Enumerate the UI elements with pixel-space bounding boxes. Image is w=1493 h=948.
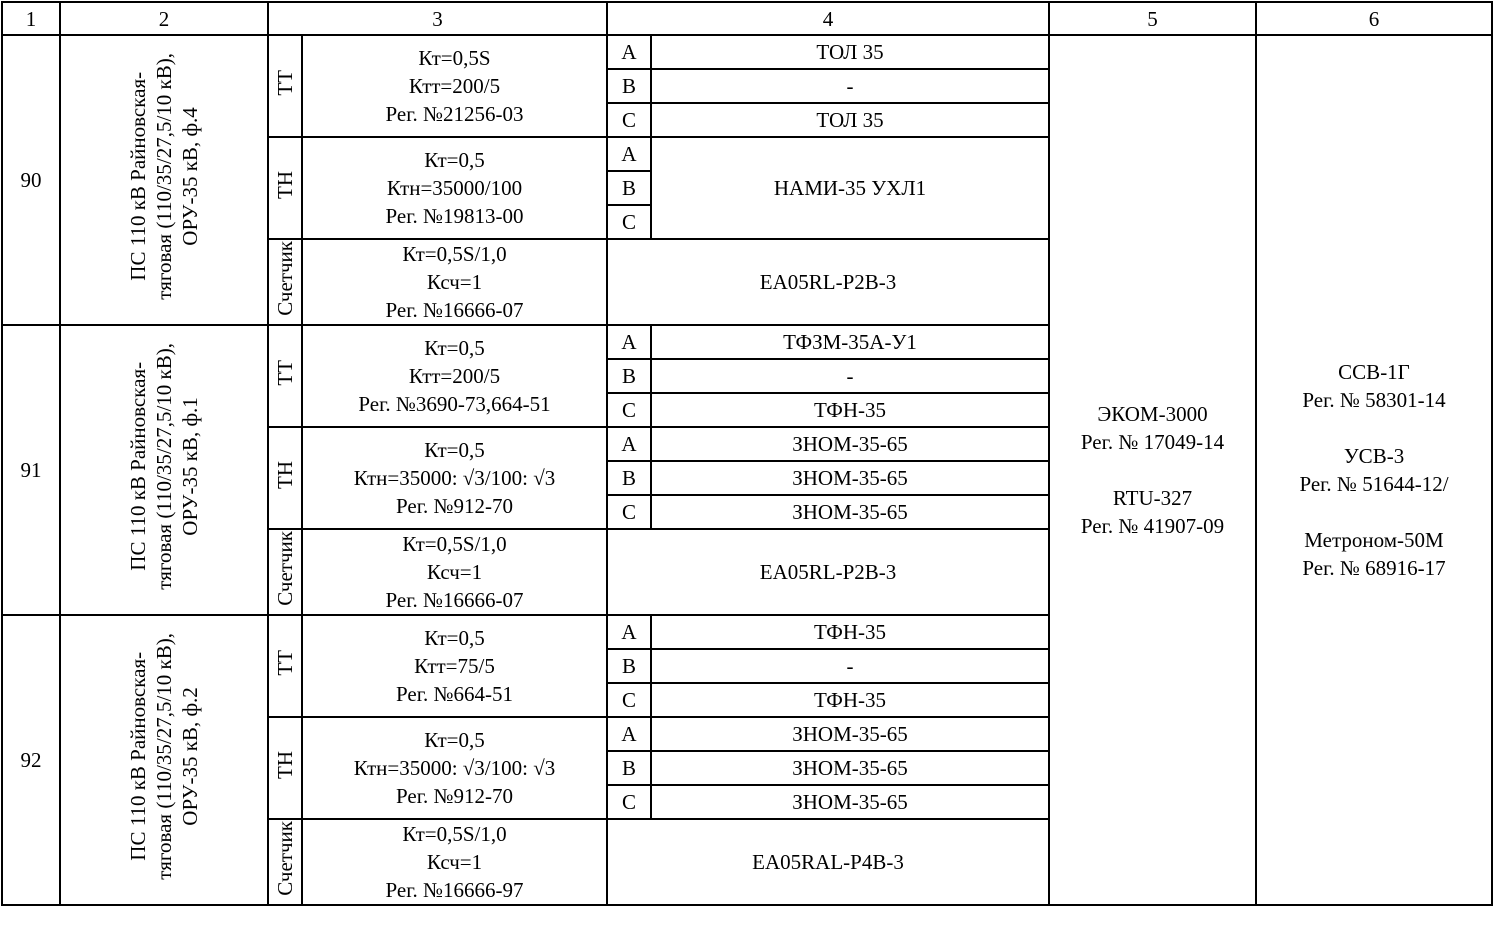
substation-name-text <box>125 343 203 590</box>
time-sync-line: Рег. № 51644-12/ <box>1299 472 1449 496</box>
substation-name-line: ОРУ-35 кВ, ф.2 <box>178 687 202 826</box>
tn-spec-line: Рег. №19813-00 <box>385 204 524 228</box>
tn-type: ЗНОМ-35-65 <box>651 495 1049 529</box>
tt-label-text: ТТ <box>273 69 297 96</box>
tt-label-text: ТТ <box>273 649 297 676</box>
phase-label: А <box>607 717 651 751</box>
phase-label: В <box>607 649 651 683</box>
tt-label <box>268 35 302 137</box>
tn-label-text: ТН <box>273 750 297 779</box>
header-cell: 6 <box>1256 2 1492 35</box>
controller-cell <box>1049 35 1256 905</box>
tn-spec-line: Рег. №912-70 <box>396 784 513 808</box>
meter-specs <box>302 819 607 905</box>
controller-line: RTU-327 <box>1112 486 1193 510</box>
tt-type: - <box>651 359 1049 393</box>
phase-label: С <box>607 103 651 137</box>
substation-name <box>60 35 268 325</box>
time-sync-line: УСВ-3 <box>1343 444 1405 468</box>
tn-type: НАМИ-35 УХЛ1 <box>651 137 1049 239</box>
phase-label: В <box>607 359 651 393</box>
meter-spec-line: Кт=0,5S/1,0 <box>402 532 507 556</box>
tn-label <box>268 427 302 529</box>
meter-spec-line: Ксч=1 <box>426 560 483 584</box>
tt-label <box>268 615 302 717</box>
tt-spec-line: Ктт=75/5 <box>414 654 495 678</box>
meter-label-text: Счетчик <box>273 821 297 896</box>
substation-name-text <box>125 633 203 880</box>
substation-name-line: ОРУ-35 кВ, ф.1 <box>178 397 202 536</box>
meter-label <box>268 819 302 905</box>
phase-label: А <box>607 325 651 359</box>
meter-spec-line: Рег. №16666-97 <box>385 878 524 902</box>
substation-name <box>60 615 268 905</box>
tt-specs <box>302 615 607 717</box>
tn-type: ЗНОМ-35-65 <box>651 461 1049 495</box>
phase-label: В <box>607 69 651 103</box>
tn-spec-line: Рег. №912-70 <box>396 494 513 518</box>
row-number: 92 <box>2 615 60 905</box>
tt-spec-line: Кт=0,5 <box>424 336 485 360</box>
meter-specs <box>302 239 607 325</box>
controller-line: Рег. № 41907-09 <box>1080 514 1225 538</box>
meter-spec-line: Рег. №16666-07 <box>385 588 524 612</box>
tt-type: ТФЗМ-35А-У1 <box>651 325 1049 359</box>
tt-spec-line: Кт=0,5S <box>418 46 491 70</box>
tt-label-text: ТТ <box>273 359 297 386</box>
header-cell: 2 <box>60 2 268 35</box>
phase-label: С <box>607 205 651 239</box>
meter-label <box>268 529 302 615</box>
phase-label: С <box>607 683 651 717</box>
meter-label-text: Счетчик <box>273 241 297 316</box>
meter-label <box>268 239 302 325</box>
time-sync-line: Рег. № 68916-17 <box>1302 556 1446 580</box>
tt-label <box>268 325 302 427</box>
tn-spec-line: Ктн=35000/100 <box>386 176 523 200</box>
tt-spec-line: Рег. №664-51 <box>396 682 513 706</box>
tn-spec-line: Кт=0,5 <box>424 728 485 752</box>
tn-spec-line: Кт=0,5 <box>424 148 485 172</box>
tn-label <box>268 717 302 819</box>
controller-line <box>1050 456 1255 484</box>
meter-type: EA05RL-P2B-3 <box>607 529 1049 615</box>
metering-table <box>1 1 1493 906</box>
substation-name-line: ПС 110 кВ Райновская- <box>126 652 150 861</box>
meter-type: EA05RL-P2B-3 <box>607 239 1049 325</box>
tn-specs <box>302 717 607 819</box>
header-cell: 4 <box>607 2 1049 35</box>
header-cell: 3 <box>268 2 607 35</box>
substation-name-line: тяговая (110/35/27,5/10 кВ), <box>152 53 176 300</box>
time-sync-cell <box>1256 35 1492 905</box>
tn-specs <box>302 427 607 529</box>
phase-label: А <box>607 35 651 69</box>
tn-type: ЗНОМ-35-65 <box>651 717 1049 751</box>
phase-label: В <box>607 171 651 205</box>
row-number: 90 <box>2 35 60 325</box>
phase-label: С <box>607 393 651 427</box>
phase-label: В <box>607 751 651 785</box>
meter-label-text: Счетчик <box>273 531 297 606</box>
controller-line: ЭКОМ-3000 <box>1097 402 1208 426</box>
phase-label: С <box>607 785 651 819</box>
time-sync-line: ССВ-1Г <box>1338 360 1410 384</box>
tn-spec-line: Ктн=35000: √3/100: √3 <box>353 756 556 780</box>
header-cell: 1 <box>2 2 60 35</box>
tt-specs <box>302 325 607 427</box>
tt-spec-line: Ктт=200/5 <box>408 364 501 388</box>
tn-type: ЗНОМ-35-65 <box>651 785 1049 819</box>
tn-label-text: ТН <box>273 460 297 489</box>
phase-label: А <box>607 137 651 171</box>
meter-spec-line: Кт=0,5S/1,0 <box>402 822 507 846</box>
meter-spec-line: Кт=0,5S/1,0 <box>402 242 507 266</box>
tt-type: ТФН-35 <box>651 615 1049 649</box>
substation-name-text <box>125 53 203 300</box>
phase-label: В <box>607 461 651 495</box>
tt-type: - <box>651 69 1049 103</box>
tt-specs <box>302 35 607 137</box>
tt-type: ТФН-35 <box>651 393 1049 427</box>
tn-specs <box>302 137 607 239</box>
tt-type: - <box>651 649 1049 683</box>
phase-label: С <box>607 495 651 529</box>
tt-type: ТОЛ 35 <box>651 35 1049 69</box>
substation-name-line: тяговая (110/35/27,5/10 кВ), <box>152 343 176 590</box>
table-row <box>2 35 1492 69</box>
phase-label: А <box>607 615 651 649</box>
tt-spec-line: Кт=0,5 <box>424 626 485 650</box>
phase-label: А <box>607 427 651 461</box>
meter-type: EA05RAL-P4B-3 <box>607 819 1049 905</box>
tt-spec-line: Рег. №3690-73,664-51 <box>358 392 551 416</box>
meter-spec-line: Ксч=1 <box>426 270 483 294</box>
time-sync-line: Метроном-50М <box>1304 528 1444 552</box>
meter-spec-line: Рег. №16666-07 <box>385 298 524 322</box>
substation-name-line: ПС 110 кВ Райновская- <box>126 72 150 281</box>
header-cell: 5 <box>1049 2 1256 35</box>
controller-line: Рег. № 17049-14 <box>1080 430 1225 454</box>
tn-type: ЗНОМ-35-65 <box>651 751 1049 785</box>
time-sync-line <box>1257 498 1491 526</box>
time-sync-line: Рег. № 58301-14 <box>1302 388 1446 412</box>
tt-spec-line: Рег. №21256-03 <box>385 102 524 126</box>
tt-type: ТФН-35 <box>651 683 1049 717</box>
substation-name <box>60 325 268 615</box>
substation-name-line: тяговая (110/35/27,5/10 кВ), <box>152 633 176 880</box>
tn-type: ЗНОМ-35-65 <box>651 427 1049 461</box>
row-number: 91 <box>2 325 60 615</box>
meter-specs <box>302 529 607 615</box>
tn-spec-line: Ктн=35000: √3/100: √3 <box>353 466 556 490</box>
tt-type: ТОЛ 35 <box>651 103 1049 137</box>
tn-label <box>268 137 302 239</box>
meter-spec-line: Ксч=1 <box>426 850 483 874</box>
tn-label-text: ТН <box>273 170 297 199</box>
substation-name-line: ОРУ-35 кВ, ф.4 <box>178 107 202 246</box>
header-row <box>2 2 1492 35</box>
tn-spec-line: Кт=0,5 <box>424 438 485 462</box>
tt-spec-line: Ктт=200/5 <box>408 74 501 98</box>
time-sync-line <box>1257 414 1491 442</box>
substation-name-line: ПС 110 кВ Райновская- <box>126 362 150 571</box>
